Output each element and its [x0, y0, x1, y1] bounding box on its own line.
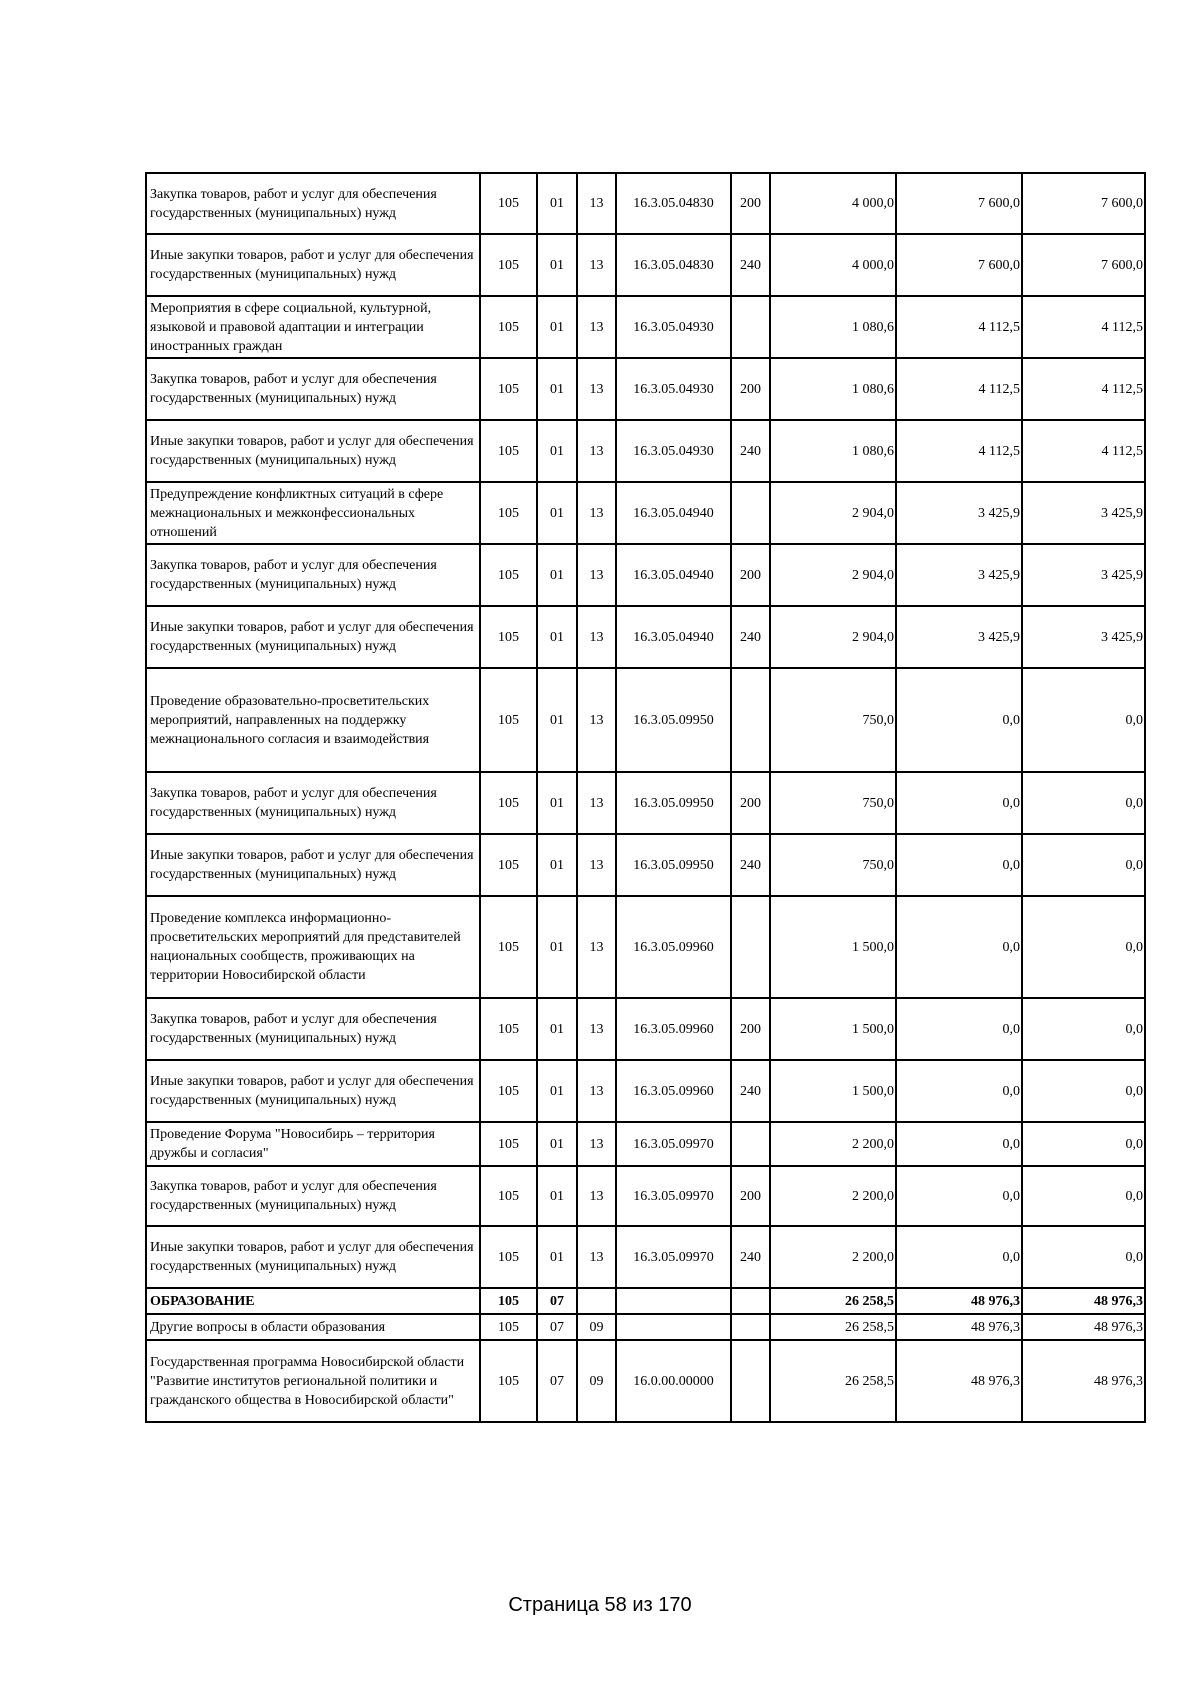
- item-name: Закупка товаров, работ и услуг для обеспечения государственных (муниципальных) нужд: [146, 772, 480, 834]
- amount-year-2: 3 425,9: [896, 606, 1022, 668]
- expense-type-code: 200: [731, 772, 770, 834]
- target-article-code: 16.3.05.09960: [616, 1060, 731, 1122]
- target-article-code: 16.3.05.04830: [616, 173, 731, 234]
- subsection-code: 13: [577, 234, 616, 296]
- amount-year-3: 48 976,3: [1022, 1288, 1145, 1314]
- table-row: [146, 1060, 1145, 1122]
- expense-type-code: [731, 1340, 770, 1422]
- expense-type-code: 200: [731, 544, 770, 606]
- amount-year-1: 26 258,5: [770, 1340, 896, 1422]
- target-article-code: 16.3.05.04930: [616, 420, 731, 482]
- item-name: Проведение образовательно-просветительских мероприятий, направленных на поддержку межнационального согласия и взаимодействия: [146, 668, 480, 772]
- expense-type-code: 200: [731, 998, 770, 1060]
- target-article-code: 16.3.05.04940: [616, 544, 731, 606]
- subsection-code: 13: [577, 296, 616, 358]
- expense-type-code: [731, 1122, 770, 1166]
- item-name: Иные закупки товаров, работ и услуг для обеспечения государственных (муниципальных) нужд: [146, 234, 480, 296]
- table-row: [146, 1166, 1145, 1226]
- amount-year-3: 4 112,5: [1022, 296, 1145, 358]
- subsection-code: [577, 1288, 616, 1314]
- table-row: [146, 896, 1145, 998]
- section-code: 01: [537, 998, 577, 1060]
- amount-year-1: 26 258,5: [770, 1314, 896, 1340]
- item-name: Государственная программа Новосибирской области "Развитие институтов региональной политики и гражданского общества в Новосибирской области": [146, 1340, 480, 1422]
- target-article-code: 16.3.05.04940: [616, 606, 731, 668]
- expense-type-code: 240: [731, 1060, 770, 1122]
- subsection-code: 13: [577, 420, 616, 482]
- grbs-code: 105: [480, 772, 537, 834]
- amount-year-2: 0,0: [896, 998, 1022, 1060]
- table-row: [146, 606, 1145, 668]
- table-row: [146, 1314, 1145, 1340]
- grbs-code: 105: [480, 668, 537, 772]
- amount-year-1: 26 258,5: [770, 1288, 896, 1314]
- table-row: [146, 1288, 1145, 1314]
- amount-year-2: 0,0: [896, 896, 1022, 998]
- amount-year-3: 0,0: [1022, 1226, 1145, 1288]
- grbs-code: 105: [480, 1288, 537, 1314]
- target-article-code: 16.3.05.04830: [616, 234, 731, 296]
- item-name: Закупка товаров, работ и услуг для обеспечения государственных (муниципальных) нужд: [146, 173, 480, 234]
- amount-year-3: 0,0: [1022, 998, 1145, 1060]
- expense-type-code: 200: [731, 173, 770, 234]
- subsection-code: 13: [577, 668, 616, 772]
- expense-type-code: [731, 482, 770, 544]
- amount-year-3: 0,0: [1022, 1166, 1145, 1226]
- expense-type-code: 240: [731, 420, 770, 482]
- grbs-code: 105: [480, 606, 537, 668]
- grbs-code: 105: [480, 834, 537, 896]
- table-row: [146, 834, 1145, 896]
- subsection-code: 13: [577, 1060, 616, 1122]
- grbs-code: 105: [480, 1226, 537, 1288]
- amount-year-1: 1 500,0: [770, 896, 896, 998]
- section-code: 07: [537, 1314, 577, 1340]
- subsection-code: 13: [577, 606, 616, 668]
- amount-year-1: 1 080,6: [770, 296, 896, 358]
- amount-year-1: 1 080,6: [770, 420, 896, 482]
- target-article-code: [616, 1288, 731, 1314]
- amount-year-3: 7 600,0: [1022, 173, 1145, 234]
- target-article-code: 16.0.00.00000: [616, 1340, 731, 1422]
- item-name: Другие вопросы в области образования: [146, 1314, 480, 1340]
- subsection-code: 13: [577, 1226, 616, 1288]
- target-article-code: 16.3.05.09970: [616, 1166, 731, 1226]
- table-row: [146, 482, 1145, 544]
- amount-year-3: 7 600,0: [1022, 234, 1145, 296]
- section-code: 01: [537, 234, 577, 296]
- target-article-code: 16.3.05.09970: [616, 1122, 731, 1166]
- expense-type-code: 240: [731, 234, 770, 296]
- amount-year-2: 0,0: [896, 1060, 1022, 1122]
- target-article-code: 16.3.05.09950: [616, 668, 731, 772]
- amount-year-2: 0,0: [896, 1122, 1022, 1166]
- item-name: Иные закупки товаров, работ и услуг для обеспечения государственных (муниципальных) нужд: [146, 420, 480, 482]
- amount-year-2: 48 976,3: [896, 1314, 1022, 1340]
- amount-year-2: 0,0: [896, 1226, 1022, 1288]
- item-name: Иные закупки товаров, работ и услуг для обеспечения государственных (муниципальных) нужд: [146, 1060, 480, 1122]
- subsection-code: 13: [577, 358, 616, 420]
- amount-year-1: 2 200,0: [770, 1226, 896, 1288]
- subsection-code: 13: [577, 834, 616, 896]
- section-code: 01: [537, 358, 577, 420]
- table-row: [146, 358, 1145, 420]
- amount-year-1: 2 904,0: [770, 606, 896, 668]
- amount-year-2: 3 425,9: [896, 544, 1022, 606]
- amount-year-2: 48 976,3: [896, 1288, 1022, 1314]
- amount-year-3: 0,0: [1022, 896, 1145, 998]
- table-row: [146, 998, 1145, 1060]
- amount-year-3: 0,0: [1022, 834, 1145, 896]
- grbs-code: 105: [480, 1122, 537, 1166]
- grbs-code: 105: [480, 1166, 537, 1226]
- target-article-code: 16.3.05.04930: [616, 358, 731, 420]
- section-code: 01: [537, 296, 577, 358]
- target-article-code: 16.3.05.09970: [616, 1226, 731, 1288]
- expense-type-code: 200: [731, 358, 770, 420]
- section-code: 01: [537, 1166, 577, 1226]
- item-name: Закупка товаров, работ и услуг для обеспечения государственных (муниципальных) нужд: [146, 998, 480, 1060]
- grbs-code: 105: [480, 234, 537, 296]
- amount-year-3: 48 976,3: [1022, 1340, 1145, 1422]
- target-article-code: [616, 1314, 731, 1340]
- table-row: [146, 1122, 1145, 1166]
- subsection-code: 09: [577, 1340, 616, 1422]
- item-name: Мероприятия в сфере социальной, культурной, языковой и правовой адаптации и интеграции иностранных граждан: [146, 296, 480, 358]
- grbs-code: 105: [480, 358, 537, 420]
- item-name: Иные закупки товаров, работ и услуг для обеспечения государственных (муниципальных) нужд: [146, 1226, 480, 1288]
- subsection-code: 09: [577, 1314, 616, 1340]
- subsection-code: 13: [577, 1166, 616, 1226]
- section-code: 07: [537, 1340, 577, 1422]
- expense-type-code: [731, 896, 770, 998]
- grbs-code: 105: [480, 1060, 537, 1122]
- item-name: Проведение Форума "Новосибирь – территория дружбы и согласия": [146, 1122, 480, 1166]
- expense-type-code: 240: [731, 606, 770, 668]
- section-code: 01: [537, 896, 577, 998]
- grbs-code: 105: [480, 896, 537, 998]
- target-article-code: 16.3.05.09960: [616, 998, 731, 1060]
- target-article-code: 16.3.05.04930: [616, 296, 731, 358]
- amount-year-2: 48 976,3: [896, 1340, 1022, 1422]
- amount-year-2: 7 600,0: [896, 234, 1022, 296]
- table-row: [146, 420, 1145, 482]
- amount-year-3: 3 425,9: [1022, 482, 1145, 544]
- item-name: Иные закупки товаров, работ и услуг для обеспечения государственных (муниципальных) нужд: [146, 606, 480, 668]
- amount-year-1: 2 200,0: [770, 1122, 896, 1166]
- amount-year-2: 4 112,5: [896, 420, 1022, 482]
- amount-year-2: 4 112,5: [896, 358, 1022, 420]
- section-code: 01: [537, 772, 577, 834]
- amount-year-1: 2 904,0: [770, 544, 896, 606]
- amount-year-1: 750,0: [770, 772, 896, 834]
- amount-year-2: 7 600,0: [896, 173, 1022, 234]
- expense-type-code: 240: [731, 1226, 770, 1288]
- amount-year-1: 1 500,0: [770, 998, 896, 1060]
- amount-year-1: 750,0: [770, 834, 896, 896]
- subsection-code: 13: [577, 482, 616, 544]
- subsection-code: 13: [577, 1122, 616, 1166]
- subsection-code: 13: [577, 772, 616, 834]
- section-code: 07: [537, 1288, 577, 1314]
- section-code: 01: [537, 834, 577, 896]
- grbs-code: 105: [480, 998, 537, 1060]
- section-code: 01: [537, 173, 577, 234]
- grbs-code: 105: [480, 544, 537, 606]
- amount-year-1: 4 000,0: [770, 234, 896, 296]
- target-article-code: 16.3.05.04940: [616, 482, 731, 544]
- item-name: Закупка товаров, работ и услуг для обеспечения государственных (муниципальных) нужд: [146, 544, 480, 606]
- table-row: [146, 772, 1145, 834]
- target-article-code: 16.3.05.09960: [616, 896, 731, 998]
- item-name: Закупка товаров, работ и услуг для обеспечения государственных (муниципальных) нужд: [146, 358, 480, 420]
- section-code: 01: [537, 606, 577, 668]
- amount-year-1: 4 000,0: [770, 173, 896, 234]
- item-name: Предупреждение конфликтных ситуаций в сфере межнациональных и межконфессиональных отношений: [146, 482, 480, 544]
- section-code: 01: [537, 1060, 577, 1122]
- amount-year-3: 0,0: [1022, 772, 1145, 834]
- table-row: [146, 544, 1145, 606]
- section-code: 01: [537, 482, 577, 544]
- amount-year-2: 0,0: [896, 772, 1022, 834]
- expense-type-code: [731, 668, 770, 772]
- expense-type-code: 240: [731, 834, 770, 896]
- budget-table: [145, 172, 1146, 1423]
- subsection-code: 13: [577, 544, 616, 606]
- section-code: 01: [537, 668, 577, 772]
- page-number: Страница 58 из 170: [508, 1594, 692, 1616]
- amount-year-3: 3 425,9: [1022, 606, 1145, 668]
- grbs-code: 105: [480, 420, 537, 482]
- amount-year-3: 3 425,9: [1022, 544, 1145, 606]
- amount-year-1: 750,0: [770, 668, 896, 772]
- amount-year-1: 1 500,0: [770, 1060, 896, 1122]
- grbs-code: 105: [480, 482, 537, 544]
- grbs-code: 105: [480, 173, 537, 234]
- table-row: [146, 296, 1145, 358]
- section-code: 01: [537, 1122, 577, 1166]
- subsection-code: 13: [577, 896, 616, 998]
- amount-year-1: 2 904,0: [770, 482, 896, 544]
- item-name: Проведение комплекса информационно-просветительских мероприятий для представителей национальных сообществ, проживающих на территории Новосибирской области: [146, 896, 480, 998]
- amount-year-2: 0,0: [896, 834, 1022, 896]
- section-code: 01: [537, 544, 577, 606]
- amount-year-2: 3 425,9: [896, 482, 1022, 544]
- amount-year-1: 2 200,0: [770, 1166, 896, 1226]
- amount-year-2: 0,0: [896, 1166, 1022, 1226]
- grbs-code: 105: [480, 1340, 537, 1422]
- target-article-code: 16.3.05.09950: [616, 834, 731, 896]
- table-row: [146, 668, 1145, 772]
- item-name: ОБРАЗОВАНИЕ: [146, 1288, 480, 1314]
- expense-type-code: 200: [731, 1166, 770, 1226]
- amount-year-1: 1 080,6: [770, 358, 896, 420]
- section-code: 01: [537, 420, 577, 482]
- subsection-code: 13: [577, 173, 616, 234]
- amount-year-2: 4 112,5: [896, 296, 1022, 358]
- table-row: [146, 1340, 1145, 1422]
- table-row: [146, 234, 1145, 296]
- amount-year-3: 4 112,5: [1022, 358, 1145, 420]
- item-name: Закупка товаров, работ и услуг для обеспечения государственных (муниципальных) нужд: [146, 1166, 480, 1226]
- item-name: Иные закупки товаров, работ и услуг для обеспечения государственных (муниципальных) нужд: [146, 834, 480, 896]
- amount-year-3: 48 976,3: [1022, 1314, 1145, 1340]
- section-code: 01: [537, 1226, 577, 1288]
- expense-type-code: [731, 296, 770, 358]
- amount-year-3: 0,0: [1022, 668, 1145, 772]
- amount-year-3: 0,0: [1022, 1122, 1145, 1166]
- table-row: [146, 173, 1145, 234]
- amount-year-2: 0,0: [896, 668, 1022, 772]
- expense-type-code: [731, 1288, 770, 1314]
- subsection-code: 13: [577, 998, 616, 1060]
- grbs-code: 105: [480, 1314, 537, 1340]
- target-article-code: 16.3.05.09950: [616, 772, 731, 834]
- expense-type-code: [731, 1314, 770, 1340]
- table-row: [146, 1226, 1145, 1288]
- amount-year-3: 0,0: [1022, 1060, 1145, 1122]
- grbs-code: 105: [480, 296, 537, 358]
- amount-year-3: 4 112,5: [1022, 420, 1145, 482]
